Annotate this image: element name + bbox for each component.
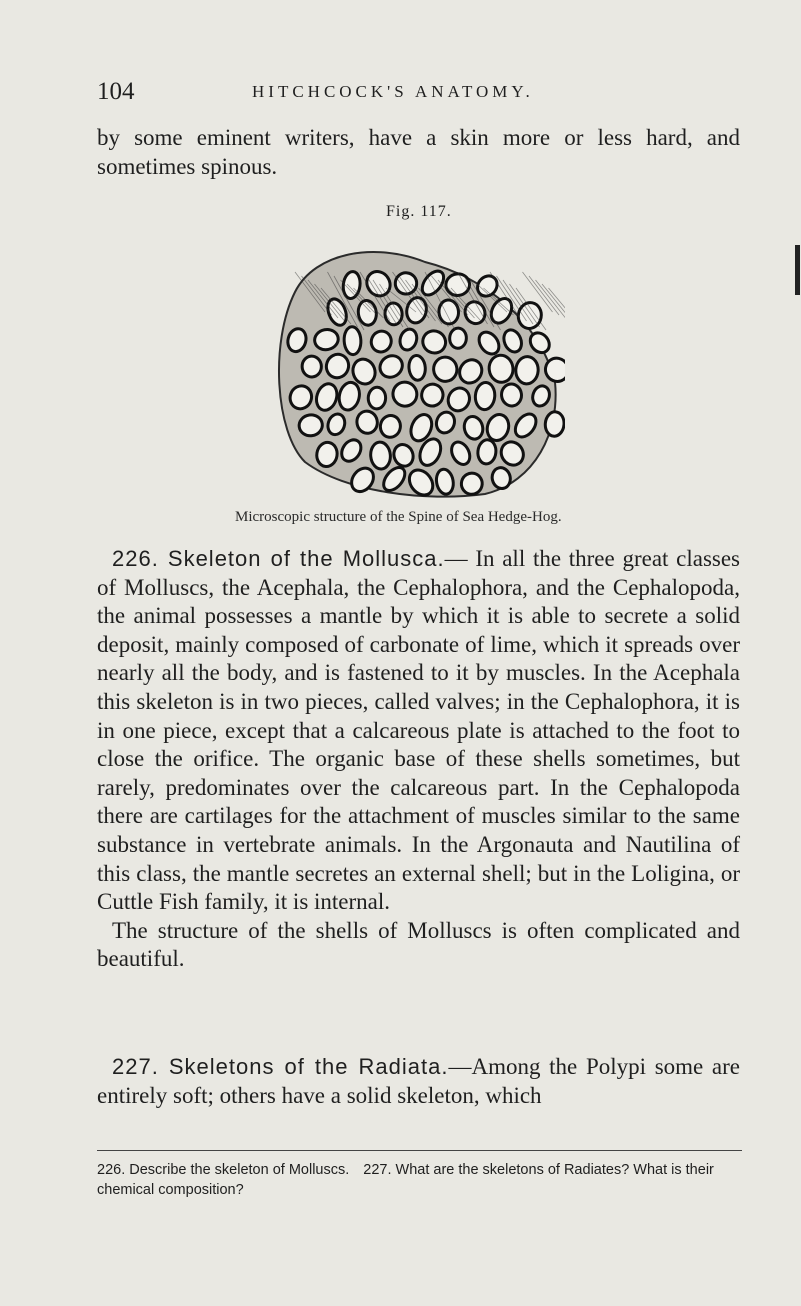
mesh-cell [449,328,467,349]
mesh-cell [298,413,324,437]
mesh-cell [477,439,497,465]
mesh-cell [302,356,322,378]
figure-label: Fig. 117. [386,203,452,220]
mesh-cell [370,441,392,470]
page-number: 104 [97,78,135,105]
page-header [97,78,717,112]
section-226-body: — In all the three great classes of Molluscs, the Acephala, the Cephalophora, and the Cephalopoda, the animal possesses a mantle by which it is able to secrete a solid deposit, mainly composed of carbonate of lime, which it spreads over nearly all the body, and is fastened to it by muscles. In the Acephala this skeleton is in two pieces, called valves; in the Cephalophora, it is in one piece, except that a calcareous plate is attached to the foot to close the orifice. The organic base of these shells sometimes, but rarely, predominates over the calcareous part. In the Cephalopoda there are cartilages for the attachment of muscles similar to the same substance in vertebrate animals. In the Argonauta and Nautilina of this class, the mantle secretes an external shell; but in the Loligina, or Cuttle Fish family, it is internal. [97,546,741,915]
mesh-cell [368,387,386,409]
section-226-closing: The structure of the shells of Molluscs is often complicated and beautiful. [97,917,740,972]
section-226 [97,545,740,974]
mesh-cell [500,383,523,408]
mesh-cell [408,355,426,381]
section-227-heading: 227. Skeletons of the Radiata. [112,1054,449,1079]
mesh-cell [343,326,361,355]
section-226-heading: 226. Skeleton of the Mollusca. [112,546,445,571]
footnote-divider [97,1150,742,1151]
hatch-line [549,288,566,324]
section-227-paragraph [97,1053,740,1110]
figure-drawing [255,232,565,502]
intro-paragraph [97,124,740,181]
mesh-cell [474,382,496,411]
page-edge-mark [795,245,800,295]
intro-text: by some eminent writers, have a skin more or less hard, and sometimes spinous. [97,125,740,179]
running-title: HITCHCOCK'S ANATOMY. [252,82,534,101]
mesh-cell [544,411,565,437]
mesh-cell [432,356,458,383]
mesh-cells [279,252,565,500]
mesh-cell [515,356,539,385]
microscopic-spine-illustration [255,232,565,502]
question-227: 227. What are the skeletons of Radiates? What is their chemical composition? [97,1162,714,1198]
question-226: 226. Describe the skeleton of Molluscs. [97,1162,350,1178]
figure-caption: Microscopic structure of the Spine of Sea Hedge-Hog. [235,509,562,525]
section-227-body: —Among the Polypi some are entirely soft; others have a solid skeleton, which [97,1054,740,1108]
section-226-paragraph [97,545,740,917]
section-227 [97,1053,740,1110]
study-questions [97,1160,757,1200]
